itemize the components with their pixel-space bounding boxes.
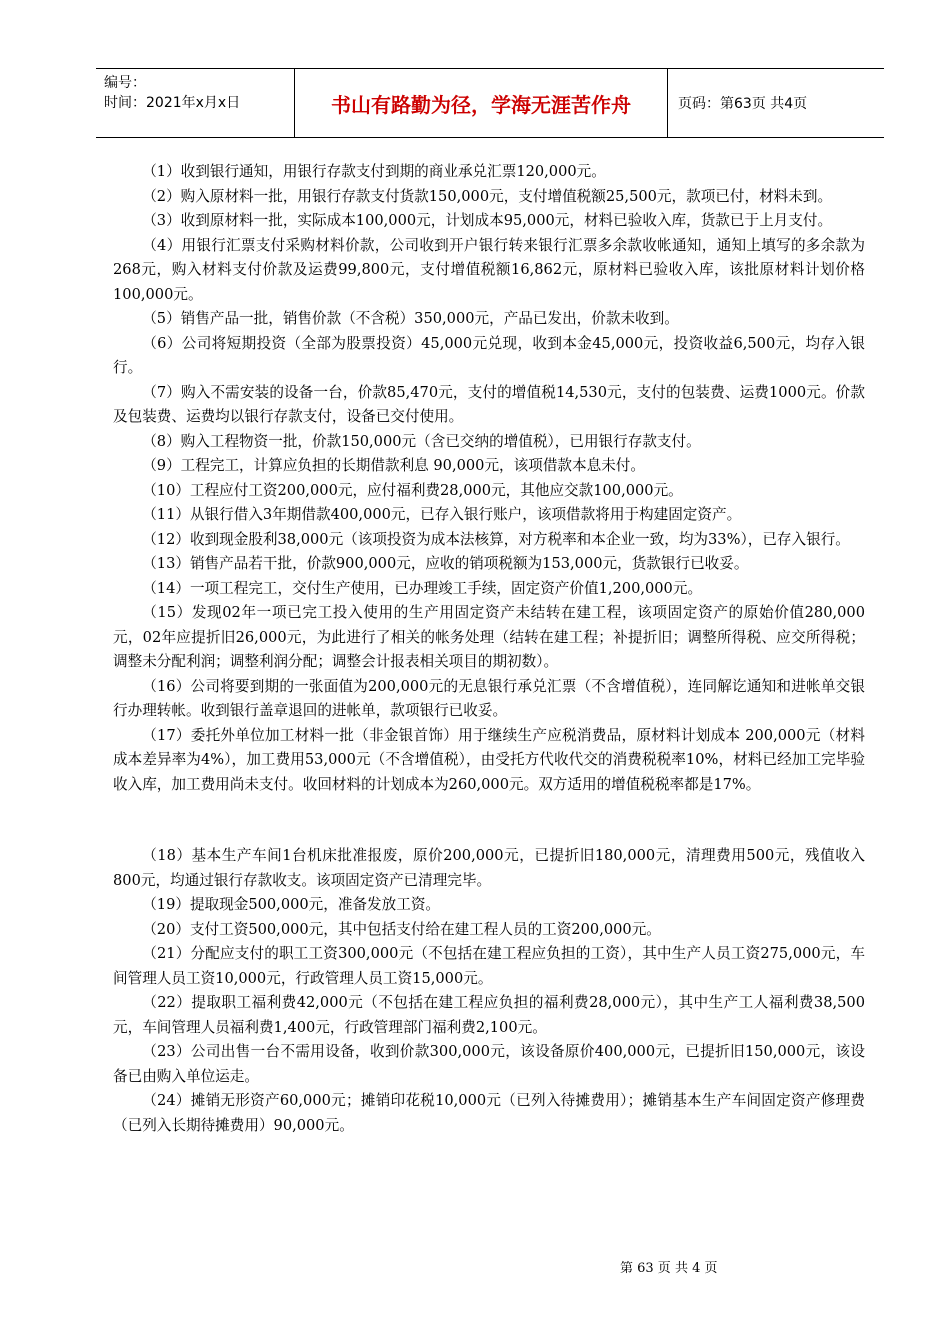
time-label: 时间：2021年x月x日 bbox=[104, 95, 241, 111]
question-paragraph: （21）分配应支付的职工工资300,000元（不包括在建工程应负担的工资），其中生产人员工资275,000元，车间管理人员工资10,000元，行政管理人员工资15,000元。 bbox=[113, 945, 865, 987]
question-paragraph: （15）发现02年一项已完工投入使用的生产用固定资产未结转在建工程，该项固定资产的原始价值280,000元，02年应提折旧26,000元，为此进行了相关的帐务处理（结转在建工程；补提折旧；调整所得税、应交所得税；调整未分配利润；调整利润分配；调整会计报表相关项目的期初数）。 bbox=[113, 604, 865, 670]
question-paragraph: （13）销售产品若干批，价款900,000元，应收的销项税额为153,000元，货款银行已收妥。 bbox=[142, 555, 749, 572]
document-body bbox=[113, 160, 865, 1138]
page-footer: 第 63 页 共 4 页 bbox=[620, 1261, 718, 1276]
question-paragraph: （7）购入不需安装的设备一台，价款85,470元，支付的增值税14,530元，支付的包装费、运费1000元。价款及包装费、运费均以银行存款支付，设备已交付使用。 bbox=[113, 383, 865, 425]
question-paragraph: （16）公司将要到期的一张面值为200,000元的无息银行承兑汇票（不含增值税），连同解讫通知和进帐单交银行办理转帐。收到银行盖章退回的进帐单，款项银行已收妥。 bbox=[113, 677, 865, 719]
question-paragraph: （24）摊销无形资产60,000元；摊销印花税10,000元（已列入待摊费用）；摊销基本生产车间固定资产修理费（已列入长期待摊费用）90,000元。 bbox=[113, 1092, 865, 1134]
question-paragraph: （18）基本生产车间1台机床批准报废，原价200,000元，已提折旧180,000元，清理费用500元，残值收入800元，均通过银行存款收支。该项固定资产已清理完毕。 bbox=[113, 847, 865, 889]
page-header bbox=[96, 68, 884, 138]
question-paragraph: （9）工程完工，计算应负担的长期借款利息 90,000元，该项借款本息未付。 bbox=[142, 457, 645, 474]
question-paragraph: （22）提取职工福利费42,000元（不包括在建工程应负担的福利费28,000元），其中生产工人福利费38,500元，车间管理人员福利费1,400元，行政管理部门福利费2,100元。 bbox=[113, 994, 865, 1036]
question-paragraph: （17）委托外单位加工材料一批（非金银首饰）用于继续生产应税消费品，原材料计划成本 200,000元（材料成本差异率为4%），加工费用53,000元（不含增值税），由受托方代收代交的消费税税率10%，材料已经加工完毕验收入库，加工费用尚未支付。收回材料的计划成本为260,000元。双方适用的增值税税率都是17%。 bbox=[113, 726, 865, 793]
code-label: 编号： bbox=[104, 75, 146, 91]
paragraph-group-2 bbox=[113, 844, 865, 1138]
question-paragraph: （3）收到原材料一批，实际成本100,000元，计划成本95,000元，材料已验收入库，货款已于上月支付。 bbox=[142, 212, 833, 229]
question-paragraph: （6）公司将短期投资（全部为股票投资）45,000元兑现，收到本金45,000元，投资收益6,500元，均存入银行。 bbox=[113, 334, 865, 376]
question-paragraph: （1）收到银行通知，用银行存款支付到期的商业承兑汇票120,000元。 bbox=[142, 163, 606, 180]
question-paragraph: （2）购入原材料一批，用银行存款支付货款150,000元，支付增值税额25,500元，款项已付，材料未到。 bbox=[142, 187, 833, 205]
section-gap bbox=[113, 797, 865, 844]
question-paragraph: （5）销售产品一批，销售价款（不含税）350,000元，产品已发出，价款未收到。 bbox=[142, 310, 679, 327]
question-paragraph: （8）购入工程物资一批，价款150,000元（含已交纳的增值税），已用银行存款支付。 bbox=[142, 432, 701, 450]
question-paragraph: （12）收到现金股利38,000元（该项投资为成本法核算，对方税率和本企业一致，均为33%），已存入银行。 bbox=[142, 530, 850, 548]
question-paragraph: （11）从银行借入3年期借款400,000元，已存入银行账户，该项借款将用于构建固定资产。 bbox=[142, 506, 742, 523]
question-paragraph: （4）用银行汇票支付采购材料价款，公司收到开户银行转来银行汇票多余款收帐通知，通知上填写的多余款为268元，购入材料支付价款及运费99,800元，支付增值税额16,862元，原材料已验收入库，该批原材料计划价格100,000元。 bbox=[113, 236, 865, 303]
header-page-label: 页码：第63页 共4页 bbox=[678, 96, 808, 112]
question-paragraph: （23）公司出售一台不需用设备，收到价款300,000元，该设备原价400,000元，已提折旧150,000元，该设备已由购入单位运走。 bbox=[113, 1043, 865, 1085]
paragraph-group-1 bbox=[113, 160, 865, 797]
question-paragraph: （19）提取现金500,000元，准备发放工资。 bbox=[142, 896, 441, 913]
header-motto: 书山有路勤为径，学海无涯苦作舟 bbox=[295, 69, 668, 137]
header-meta bbox=[96, 69, 295, 137]
question-paragraph: （10）工程应付工资200,000元，应付福利费28,000元，其他应交款100,000元。 bbox=[142, 481, 683, 499]
question-paragraph: （20）支付工资500,000元，其中包括支付给在建工程人员的工资200,000元。 bbox=[142, 920, 661, 938]
question-paragraph: （14）一项工程完工，交付生产使用，已办理竣工手续，固定资产价值1,200,000元。 bbox=[142, 579, 703, 597]
